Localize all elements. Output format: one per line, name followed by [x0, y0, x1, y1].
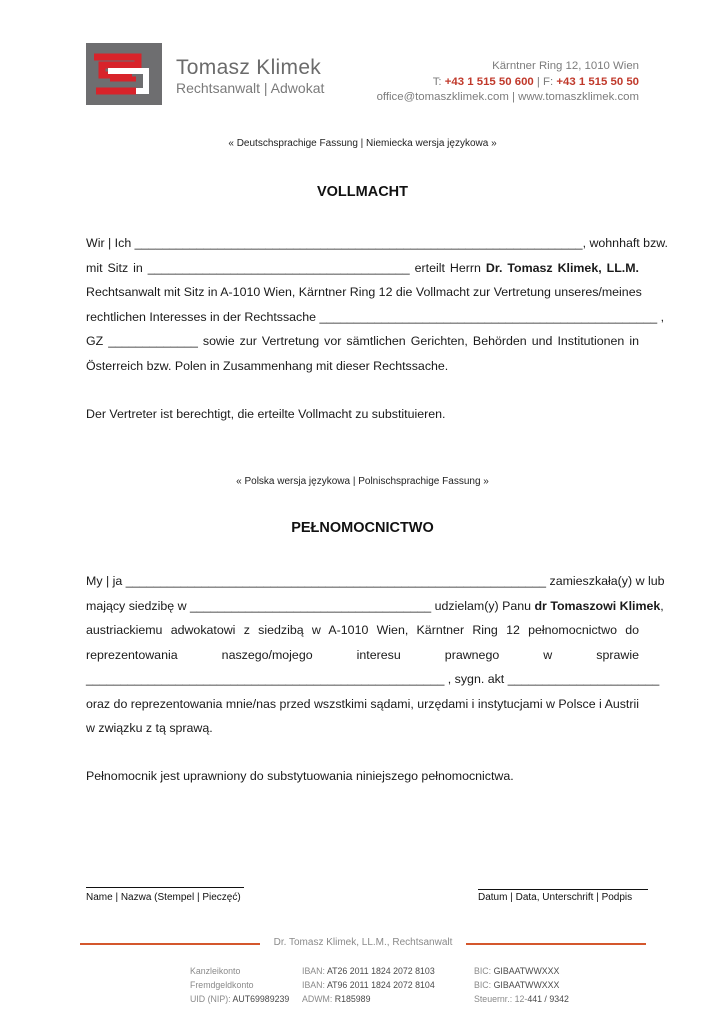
polish-line-7: w związku z tą sprawą.	[86, 721, 213, 735]
german-title: VOLLMACHT	[316, 184, 408, 200]
polish-substitution: Pełnomocnik jest uprawniony do substytuowania niniejszego pełnomocnictwa.	[86, 769, 514, 783]
footer-rule-left	[80, 943, 260, 945]
phone-fax-line: T: +43 1 515 50 600 | F: +43 1 515 50 50	[432, 75, 639, 88]
german-substitution: Der Vertreter ist berechtigt, die erteilte Vollmacht zu substituieren.	[86, 407, 446, 421]
signature-label-date: Datum | Data, Unterschrift | Podpis	[478, 892, 633, 903]
signature-line-name	[86, 887, 244, 888]
footer-item: BIC: GIBAATWWXXX	[474, 966, 560, 976]
footer-title: Dr. Tomasz Klimek, LL.M., Rechtsanwalt	[273, 937, 453, 948]
address: Kärntner Ring 12, 1010 Wien	[492, 60, 639, 72]
brand-subtitle: Rechtsanwalt | Adwokat	[176, 80, 325, 96]
fax-number: +43 1 515 50 50	[556, 75, 639, 88]
footer-col-bic	[474, 964, 569, 1006]
polish-line-2: mający siedzibę w ___________________________________ udzielam(y) Panu dr Tomaszowi Klimek,	[86, 598, 664, 613]
signature-line-date	[478, 889, 648, 890]
footer-col-accounts	[190, 964, 289, 1006]
phone-number: +43 1 515 50 600	[444, 75, 534, 88]
signature-label-name: Name | Nazwa (Stempel | Pieczęć)	[86, 892, 241, 903]
german-line-3: Rechtsanwalt mit Sitz in A-1010 Wien, Kärntner Ring 12 die Vollmacht zur Vertretung unseres/meines	[86, 285, 642, 299]
polish-line-4: reprezentowania naszego/mojego interesu prawnego w sprawie	[86, 647, 639, 662]
german-language-note: « Deutschsprachige Fassung | Niemiecka wersja językowa »	[228, 138, 497, 149]
german-line-2: mit Sitz in ______________________________________ erteilt Herrn Dr. Tomasz Klimek, LL.M.	[86, 260, 639, 275]
polish-language-note: « Polska wersja językowa | Polnischsprachige Fassung »	[236, 476, 489, 487]
footer-item: IBAN: AT96 2011 1824 2072 8104	[302, 980, 435, 990]
german-line-5: GZ _____________ sowie zur Vertretung vor sämtlichen Gerichten, Behörden und Institutionen in	[86, 334, 639, 348]
email-web: office@tomaszklimek.com | www.tomaszklimek.com	[376, 91, 639, 103]
polish-line-1: My | ja _____________________________________________________________ zamieszkała(y) w lub	[86, 574, 665, 588]
footer-item: UID (NIP): AUT69989239	[190, 994, 290, 1004]
lawyer-name-pl: dr Tomaszowi Klimek	[534, 598, 661, 613]
german-paragraph	[86, 231, 668, 378]
german-line-4: rechtlichen Interesses in der Rechtssache _________________________________________________ ,	[86, 309, 665, 324]
firm-logo	[86, 43, 162, 105]
polish-line-5: ____________________________________________________ , sygn. akt ______________________	[86, 672, 660, 686]
polish-paragraph	[86, 569, 665, 741]
footer-col-iban	[302, 964, 435, 1006]
footer-item: Steuernr.: 12-441 / 9342	[474, 994, 569, 1004]
german-line-1: Wir | Ich _________________________________________________________________, wohnhaft bzw.	[86, 236, 668, 250]
footer-item: BIC: GIBAATWWXXX	[474, 980, 560, 990]
polish-title: PEŁNOMOCNICTWO	[291, 520, 434, 536]
footer-rule-right	[466, 943, 646, 945]
footer-item: IBAN: AT26 2011 1824 2072 8103	[302, 966, 435, 976]
footer-item: ADWM: R185989	[302, 994, 371, 1004]
polish-line-6: oraz do reprezentowania mnie/nas przed wszstkimi sądami, urzędami i instytucjami w Polsce i Austrii	[86, 696, 639, 711]
logo-mark-icon	[86, 43, 162, 105]
polish-line-3: austriackiemu adwokatowi z siedzibą w A-1010 Wien, Kärntner Ring 12 pełnomocnictwo do	[86, 623, 639, 637]
lawyer-name-de: Dr. Tomasz Klimek, LL.M.	[485, 260, 639, 275]
footer-item: Fremdgeldkonto	[190, 980, 254, 990]
contact-block	[377, 59, 639, 106]
footer-item: Kanzleikonto	[190, 966, 241, 976]
german-line-6: Österreich bzw. Polen in Zusammenhang mit dieser Rechtssache.	[86, 358, 449, 373]
brand-name: Tomasz Klimek	[176, 56, 322, 79]
